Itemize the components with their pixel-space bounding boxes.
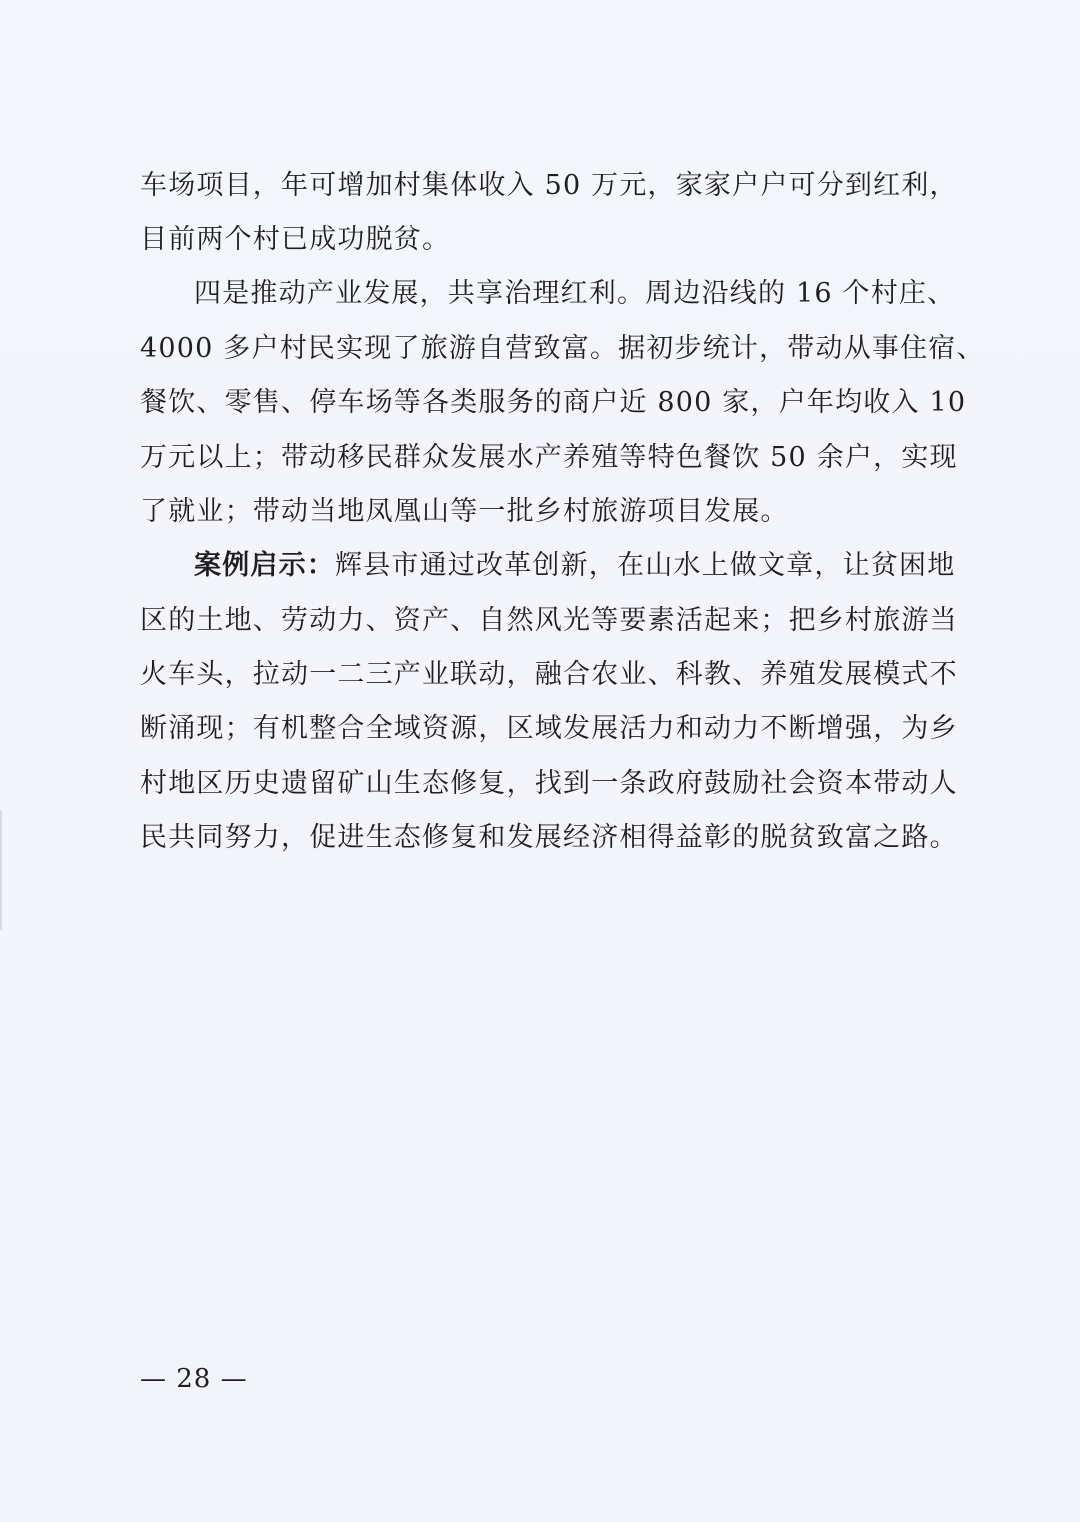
paragraph-3-line-4: 断涌现；有机整合全域资源，区域发展活力和动力不断增强，为乡	[140, 713, 958, 744]
scan-edge-mark	[0, 810, 2, 930]
paragraph-3-line-1	[194, 546, 956, 586]
paragraph-2-line-2: 4000 多户村民实现了旅游自营致富。据初步统计，带动从事住宿、	[140, 333, 985, 364]
paragraph-1-line-1: 车场项目，年可增加村集体收入 50 万元，家家户户可分到红利，	[140, 170, 958, 201]
case-insight-label: 案例启示：	[194, 550, 335, 581]
page-number: — 28 —	[140, 1364, 248, 1394]
paragraph-2-line-1: 四是推动产业发展，共享治理红利。周边沿线的 16 个村庄、	[194, 278, 956, 309]
paragraph-3-line-5: 村地区历史遗留矿山生态修复，找到一条政府鼓励社会资本带动人	[140, 768, 958, 799]
paragraph-2-line-5: 了就业；带动当地凤凰山等一批乡村旅游项目发展。	[140, 496, 789, 527]
case-insight-first-line-text: 辉县市通过改革创新，在山水上做文章，让贫困地	[335, 550, 956, 581]
paragraph-3-line-2: 区的土地、劳动力、资产、自然风光等要素活起来；把乡村旅游当	[140, 605, 958, 636]
paragraph-3-line-3: 火车头，拉动一二三产业联动，融合农业、科教、养殖发展模式不	[140, 659, 958, 690]
paragraph-2-line-3: 餐饮、零售、停车场等各类服务的商户近 800 家，户年均收入 10	[140, 387, 967, 418]
paragraph-1-line-2: 目前两个村已成功脱贫。	[140, 224, 451, 255]
paragraph-3-line-6: 民共同努力，促进生态修复和发展经济相得益彰的脱贫致富之路。	[140, 822, 958, 853]
paragraph-2-line-4: 万元以上；带动移民群众发展水产养殖等特色餐饮 50 余户，实现	[140, 442, 958, 473]
